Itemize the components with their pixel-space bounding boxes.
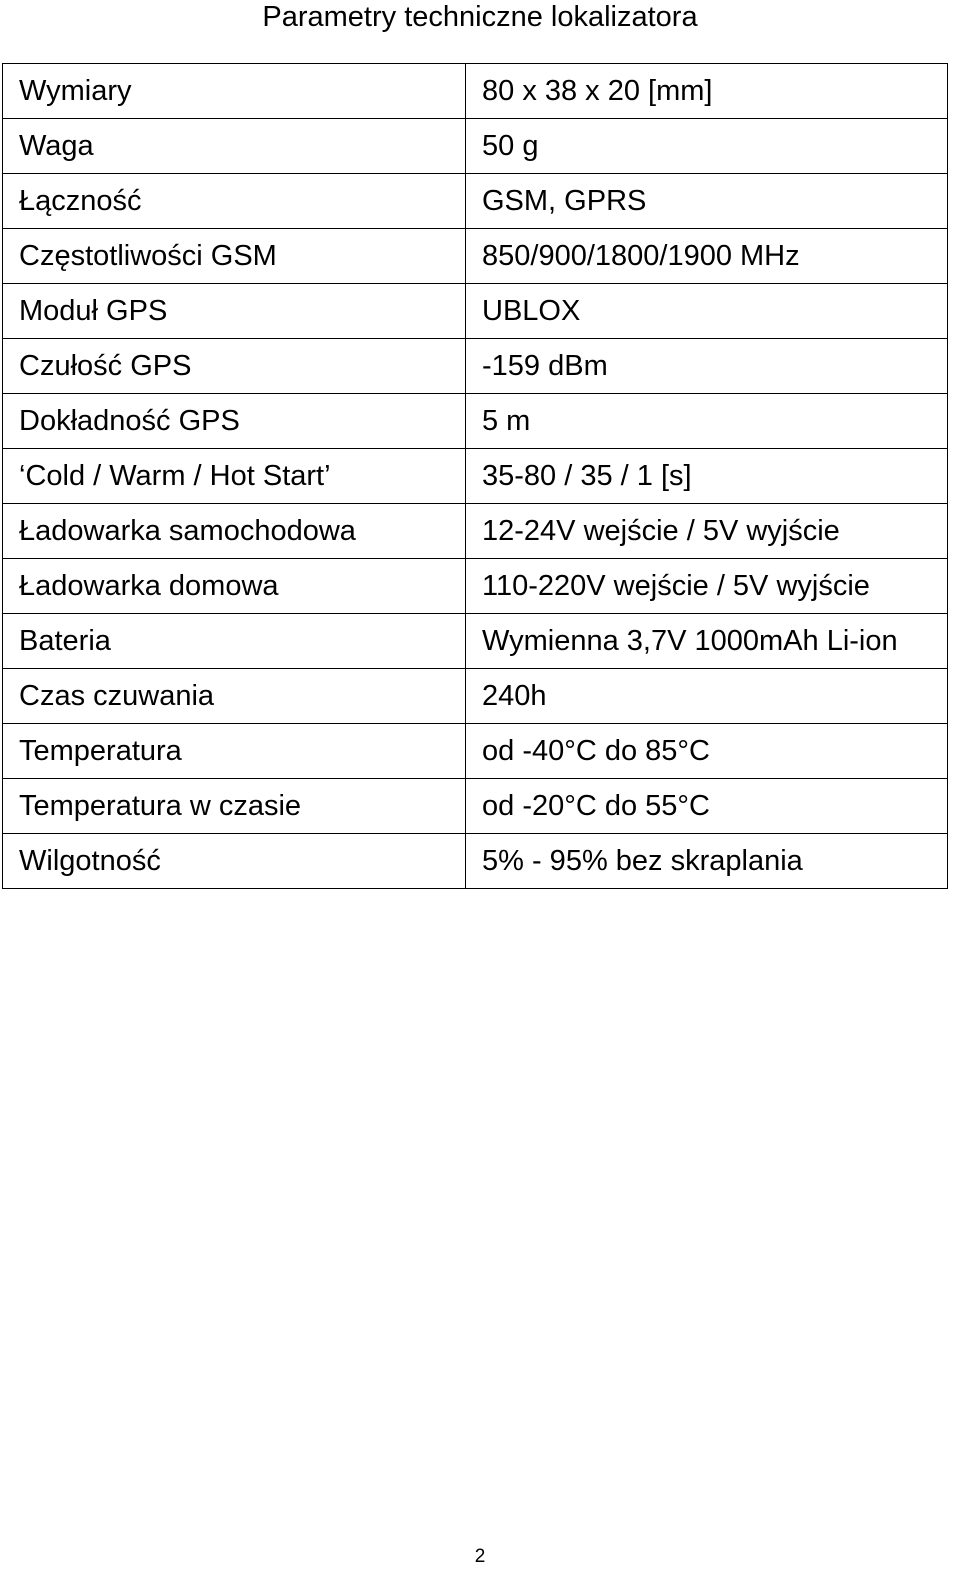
table-row bbox=[3, 614, 948, 669]
spec-value: 110-220V wejście / 5V wyjście bbox=[466, 559, 948, 614]
table-row bbox=[3, 64, 948, 119]
specs-table bbox=[2, 63, 948, 889]
table-row bbox=[3, 339, 948, 394]
spec-label: Bateria bbox=[3, 614, 466, 669]
spec-label: ‘Cold / Warm / Hot Start’ bbox=[3, 449, 466, 504]
spec-value: 240h bbox=[466, 669, 948, 724]
table-row bbox=[3, 504, 948, 559]
table-row bbox=[3, 449, 948, 504]
spec-value: 850/900/1800/1900 MHz bbox=[466, 229, 948, 284]
table-row bbox=[3, 394, 948, 449]
spec-value: 5 m bbox=[466, 394, 948, 449]
table-row bbox=[3, 834, 948, 889]
spec-value: UBLOX bbox=[466, 284, 948, 339]
spec-value: Wymienna 3,7V 1000mAh Li-ion bbox=[466, 614, 948, 669]
spec-value: -159 dBm bbox=[466, 339, 948, 394]
spec-label: Wymiary bbox=[3, 64, 466, 119]
table-row bbox=[3, 724, 948, 779]
spec-value: GSM, GPRS bbox=[466, 174, 948, 229]
spec-label: Wilgotność bbox=[3, 834, 466, 889]
spec-label: Moduł GPS bbox=[3, 284, 466, 339]
spec-label: Czułość GPS bbox=[3, 339, 466, 394]
spec-value: od -40°C do 85°C bbox=[466, 724, 948, 779]
spec-label: Częstotliwości GSM bbox=[3, 229, 466, 284]
spec-value: 50 g bbox=[466, 119, 948, 174]
table-row bbox=[3, 669, 948, 724]
table-row bbox=[3, 119, 948, 174]
table-row bbox=[3, 284, 948, 339]
spec-label: Waga bbox=[3, 119, 466, 174]
page-number: 2 bbox=[474, 1546, 486, 1567]
table-row bbox=[3, 174, 948, 229]
spec-value: 35-80 / 35 / 1 [s] bbox=[466, 449, 948, 504]
spec-label: Ładowarka domowa bbox=[3, 559, 466, 614]
spec-label: Łączność bbox=[3, 174, 466, 229]
table-row bbox=[3, 229, 948, 284]
page-title: Parametry techniczne lokalizatora bbox=[262, 1, 698, 33]
spec-value: 80 x 38 x 20 [mm] bbox=[466, 64, 948, 119]
spec-value: 5% - 95% bez skraplania bbox=[466, 834, 948, 889]
spec-label: Dokładność GPS bbox=[3, 394, 466, 449]
spec-label: Czas czuwania bbox=[3, 669, 466, 724]
table-row bbox=[3, 779, 948, 834]
table-row bbox=[3, 559, 948, 614]
spec-label: Temperatura w czasie bbox=[3, 779, 466, 834]
spec-label: Temperatura bbox=[3, 724, 466, 779]
spec-value: 12-24V wejście / 5V wyjście bbox=[466, 504, 948, 559]
spec-label: Ładowarka samochodowa bbox=[3, 504, 466, 559]
spec-value: od -20°C do 55°C bbox=[466, 779, 948, 834]
